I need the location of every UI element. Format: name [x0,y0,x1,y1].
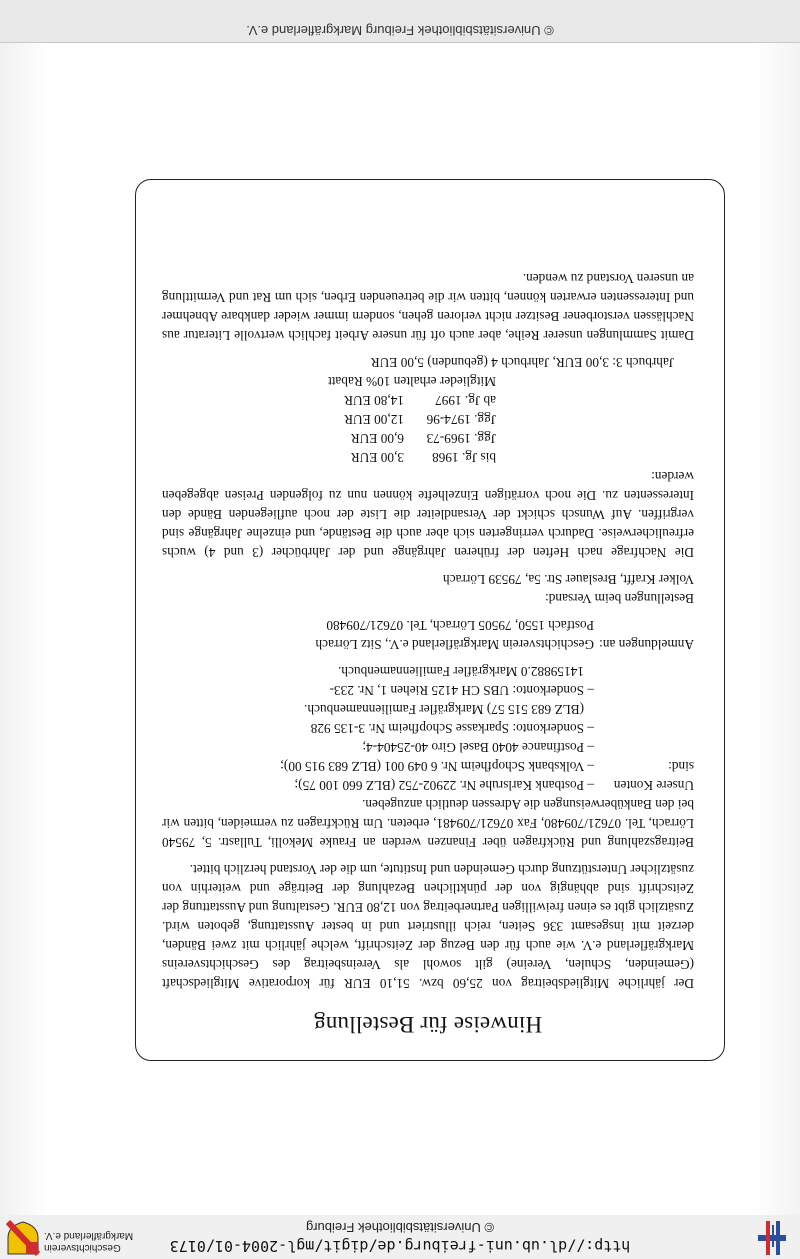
society-line-1: Geschichtsverein [44,1242,121,1253]
price-range: ab Jg. 1997 [435,393,496,408]
jahrbuch-prices: Jahrbuch 3: 3,00 EUR, Jahrbuch 4 (gebunden) 5,00 EUR [370,355,674,370]
page-title: Hinweise für Bestellung [313,1012,543,1037]
membership-paragraph: Der jährliche Mitgliedsbeitrag von 25,60 bzw. 51,10 EUR für korporative Mitgliedschaft (Gemeinden, Schulen, Vereine) gilt sowohl als Vereinsbeitrag des Geschichtsvereins Markgräflerland e.V. wie auch für den Bezug der Zeitschrift, welche jährlich mit zwei Bänden, derzeit mit insgesamt 336 Seiten, reich illustriert und in bester Ausstattung, geboten wird. Zusätzlich gibt es einen freiwilligen Partnerbeitrag von 12,80 EUR. Gestaltung und Ausstattung der Zeitschrift sind abhängig von der pünktlichen Bezahlung der Beiträge und weiterhin von zusätzlicher Unterstützung durch Gemeinden und Institute, um die der Vorstand herzlich bittet. [162,862,694,991]
price-row [162,391,496,410]
backorders-paragraph: Die Nachfrage nach Heften der früheren Jahrgänge und der Jahrbücher (3 und 4) wuchs erfreulicherweise. Dadurch verringerten sich aber auch die Bestände, und einzelne Jahrgänge sind vergriffen. Auf Wunsch schickt der Versandleiter die Liste der noch aufliegenden Bände den Interessenten zu. Die noch vorrätigen Einzelhefte können nun zu folgenden Preisen abgegeben werden: [162,469,694,560]
price-row [162,410,496,429]
price-value: 6,00 EUR [350,431,404,446]
registration-block [162,616,694,654]
account-line: – Sonderkonto: UBS CH 4125 Riehen 1, Nr. 233- [329,683,594,698]
price-list [162,391,694,467]
registration-label: Anmeldungen an: [599,637,694,652]
order-info-content [162,269,694,1037]
viewer-header [0,1214,800,1259]
account-line: (BLZ 683 515 57) Markgräfler Familiennamenbuch. [304,702,584,717]
registration-line: Postfach 1550, 79505 Lörrach, Tel. 07621/709480 [326,618,594,633]
shipping-address: Volker Krafft, Breslauer Str. 5a, 79539 Lörrach [443,572,694,587]
society-label [44,1229,133,1253]
copyright-notice: © Universitätsbibliothek Freiburg [305,1220,495,1235]
price-row [162,448,496,467]
account-line: – Postbank Karlsruhe Nr. 22902-752 (BLZ 660 100 75); [294,778,594,793]
shipping-label: Bestellungen beim Versand: [545,591,694,606]
scanned-page [0,43,800,1215]
price-value: 14,80 EUR [344,393,404,408]
account-line: – Postfinance 4040 Basel Giro 40-25404-4; [362,740,594,755]
price-row [162,429,496,448]
footer-copyright: © Universitätsbibliothek Freiburg Markgräflerland e.V. [246,23,554,38]
account-line: 14159882.0 Markgräfler Familiennamenbuch. [338,664,584,679]
document-url[interactable]: http://dl.ub.uni-freiburg.de/digit/mgl-2004-01/0173 [169,1237,631,1255]
price-range: Jgg. 1969-73 [426,431,496,446]
accounts-label: Unsere Konten sind: [613,759,694,793]
price-range: bis Jg. 1968 [432,450,496,465]
price-value: 3,00 EUR [350,450,404,465]
society-line-2: Markgräflerland e.V. [44,1230,134,1241]
order-info-box [135,179,725,1061]
price-range: Jgg. 1974-96 [426,412,496,427]
account-line: – Sonderkonto: Sparkasse Schopfheim Nr. 3-135 928 [310,721,594,736]
closing-paragraph: Damit Sammlungen unserer Reihe, aber auch oft für unsere Arbeit fachlich wertvolle Literatur aus Nachlässen verstorbener Besitzer nicht verloren gehen, sondern immer wieder dankbare Abnehmer und Interessenten erwarten können, bitten wir die betreuenden Erben, sich um Rat und Vermittlung an unseren Vorstand zu wenden. [162,271,694,343]
viewer-footer [0,0,800,43]
society-crest-icon [6,1220,40,1256]
registration-line: Geschichtsverein Markgräflerland e.V., Sitz Lörrach [315,637,594,652]
price-value: 12,00 EUR [344,412,404,427]
accounts-list [280,662,594,795]
member-discount: Mitglieder erhalten 10% Rabatt [327,374,496,389]
accounts-block [162,662,694,795]
payments-paragraph: Beitragszahlung und Rückfragen über Finanzen werden an Frauke Mekolli, Tullastr. 5, 79540 Lörrach, Tel. 07621/709480, Fax 07621/709481, erbeten. Um Rückfragen zu vermeiden, bitten wir bei den Banküberweisungen die Adressen deutlich anzugeben. [162,797,694,850]
account-line: – Volksbank Schopfheim Nr. 6 049 001 (BLZ 683 915 00); [280,759,594,774]
